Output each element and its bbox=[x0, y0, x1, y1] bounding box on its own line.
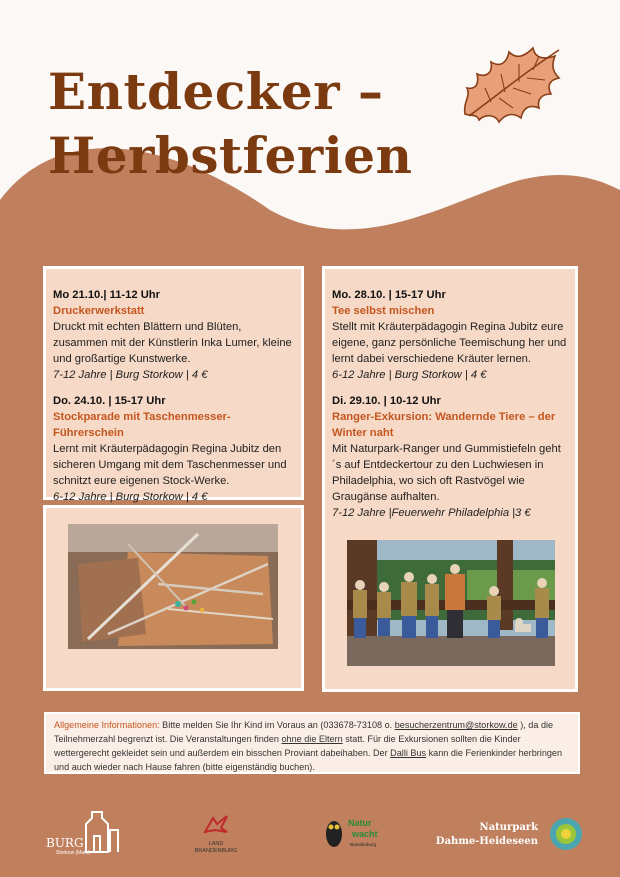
naturpark-label: Naturpark bbox=[479, 822, 538, 833]
events-card-right bbox=[322, 266, 578, 692]
event-title: Tee selbst mischen bbox=[332, 305, 435, 317]
land-label: LAND bbox=[208, 841, 224, 847]
event-title: Ranger-Exkursion: Wandernde Tiere – der Winter naht bbox=[332, 411, 556, 439]
info-lead: Allgemeine Informationen: bbox=[54, 720, 160, 730]
dalli-bus-link[interactable]: Dalli Bus bbox=[390, 748, 427, 758]
event-title: Stockparade mit Taschenmesser-Führerschein bbox=[53, 411, 231, 439]
burg-storkow-logo bbox=[46, 808, 126, 858]
wacht-label: wacht bbox=[352, 829, 378, 839]
photo-card-left bbox=[43, 505, 304, 691]
event-meta: 6-12 Jahre | Burg Storkow | 4 € bbox=[332, 369, 487, 381]
event-description: Lernt mit Kräuterpädagogin Regina Jubitz den sicheren Umgang mit dem Taschenmesser und schnitzt eure eigenen Stock-Werke. bbox=[53, 443, 287, 487]
sponsor-logos bbox=[0, 800, 620, 877]
stick-crafts-photo bbox=[68, 524, 278, 649]
event-date: Do. 24.10. | 15-17 Uhr bbox=[53, 395, 166, 407]
event-4 bbox=[332, 393, 567, 521]
naturpark-logo bbox=[436, 818, 586, 858]
event-meta: 7-12 Jahre | Burg Storkow | 4 € bbox=[53, 369, 208, 381]
event-date: Mo. 28.10. | 15-17 Uhr bbox=[332, 289, 446, 301]
without-parents-text: ohne die Eltern bbox=[281, 734, 343, 744]
event-1 bbox=[53, 287, 293, 383]
burg-sublabel: Storkow (Mark) bbox=[56, 850, 90, 856]
event-2 bbox=[53, 393, 293, 505]
event-meta: 7-12 Jahre |Feuerwehr Philadelphia |3 € bbox=[332, 507, 531, 519]
naturpark-name: Dahme-Heideseen bbox=[435, 836, 538, 847]
land-brandenburg-logo bbox=[188, 814, 244, 860]
email-link[interactable]: besucherzentrum@storkow.de bbox=[394, 720, 518, 730]
owl-icon bbox=[324, 816, 344, 848]
title-line-2: Herbstferien bbox=[48, 126, 413, 185]
title-line-1: Entdecker – bbox=[48, 62, 384, 121]
info-text-4: kann die Ferienkinder herbringen und auch wieder nach Hause fahren (bitte eigenständig buchen). bbox=[54, 748, 563, 772]
event-title: Druckerwerkstatt bbox=[53, 305, 145, 317]
red-eagle-icon bbox=[201, 814, 231, 836]
info-text-1: Bitte melden Sie Ihr Kind im Voraus an (033678-73108 o. bbox=[159, 720, 395, 730]
event-description: Druckt mit echten Blättern und Blüten, zusammen mit der Künstlerin Inka Lumer, kleine und großartige Kunstwerke. bbox=[53, 321, 292, 365]
info-text-2: ), da die Teilnehmerzahl begrenzt ist. Die Veranstaltungen finden bbox=[54, 720, 554, 744]
brandenburg-label: BRANDENBURG bbox=[194, 848, 238, 854]
events-card-left bbox=[43, 266, 304, 503]
event-description: Stellt mit Kräuterpädagogin Regina Jubitz eure eigene, ganz persönliche Teemischung her und lernt dabei verschiedene Kräuter lernen. bbox=[332, 321, 567, 365]
event-description: Mit Naturpark-Ranger und Gummistiefeln geht´s auf Entdeckertour zu den Luchwiesen in Philadelphia, wo sich oft Rastvögel wie Graugänse aufhalten. bbox=[332, 443, 561, 503]
event-date: Di. 29.10. | 10-12 Uhr bbox=[332, 395, 441, 407]
natur-label: Natur bbox=[348, 818, 372, 828]
naturwacht-logo bbox=[324, 816, 394, 856]
ranger-group-photo bbox=[347, 540, 555, 666]
info-text-3: statt. Für die Exkursionen sollten die Kinder wettergerecht gekleidet sein und außerdem ein bisschen Proviant dabeihaben. Der bbox=[54, 734, 521, 758]
event-date: Mo 21.10.| 11-12 Uhr bbox=[53, 289, 160, 301]
naturwacht-sublabel: Brandenburg bbox=[350, 842, 377, 847]
general-info-box bbox=[44, 712, 580, 774]
burg-label: BURG bbox=[46, 836, 84, 850]
event-3 bbox=[332, 287, 567, 383]
naturpark-emblem-icon bbox=[548, 816, 584, 852]
event-meta: 6-12 Jahre | Burg Storkow | 4 € bbox=[53, 491, 208, 503]
page-title bbox=[48, 60, 412, 188]
oak-leaf-icon bbox=[455, 42, 565, 127]
castle-icon bbox=[80, 810, 120, 854]
